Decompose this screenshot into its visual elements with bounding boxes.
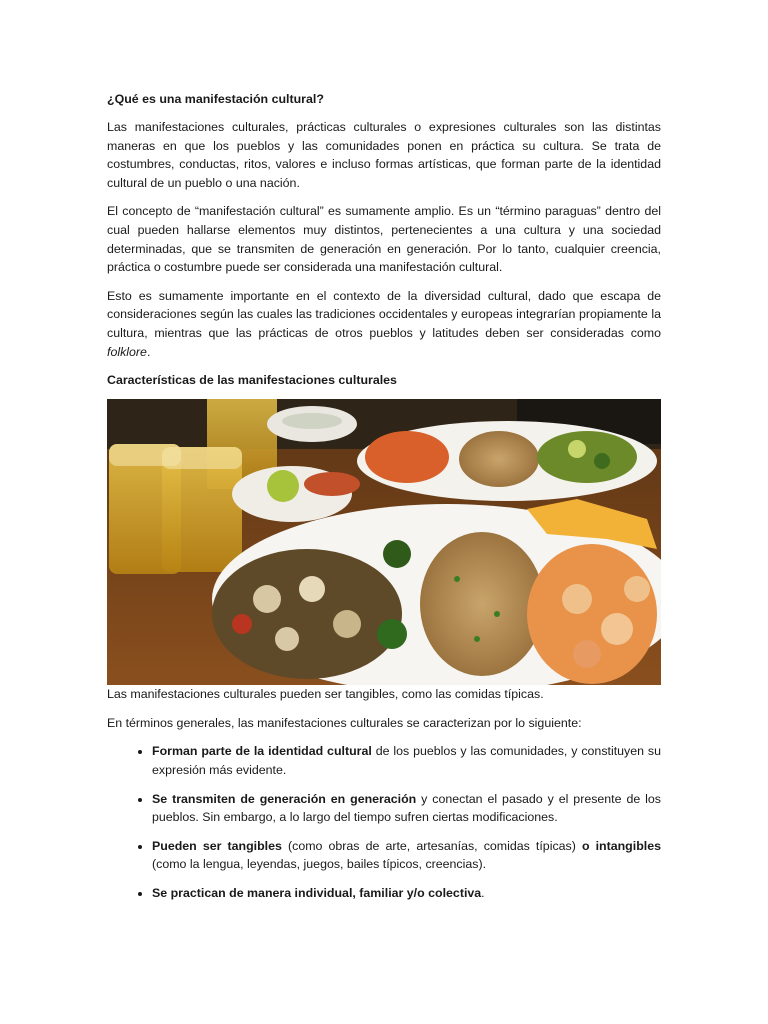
- list-item-bold: Forman parte de la identidad cultural: [152, 744, 372, 759]
- characteristics-list: [107, 742, 661, 902]
- document-content: [107, 90, 661, 912]
- list-item-bold: Pueden ser tangibles: [152, 838, 282, 853]
- list-item-bold: Se practican de manera individual, familiar y/o colectiva: [152, 885, 482, 900]
- list-item: [152, 884, 661, 903]
- photo-caption: Las manifestaciones culturales pueden ser tangibles, como las comidas típicas.: [107, 687, 544, 702]
- list-item: [152, 790, 661, 827]
- paragraph-3-end: .: [146, 344, 151, 359]
- list-item-bold-2: o intangibles: [581, 838, 661, 853]
- paragraph-1: Las manifestaciones culturales, prácticas culturales o expresiones culturales son las distintas maneras en que los pueblos y las comunidades ponen en práctica su cultura. Se trata de costumbres, conductas, ritos, valores e incluso formas artísticas, que forman parte de la identidad cultural de un pueblo o una nación.: [107, 120, 661, 190]
- list-item-text: y conectan el pasado y el presente de los pueblos. Sin embargo, a lo largo del tiempo sufren ciertas modificaciones.: [152, 791, 661, 825]
- section-heading-que-es: ¿Qué es una manifestación cultural?: [107, 92, 324, 106]
- list-item: [152, 742, 661, 779]
- list-item-text: (como obras de arte, artesanías, comidas típicas): [281, 838, 582, 853]
- list-item-bold: Se transmiten de generación en generación: [152, 791, 417, 806]
- folklore-term: folklore: [107, 344, 147, 359]
- characteristics-intro: En términos generales, las manifestaciones culturales se caracterizan por lo siguiente:: [107, 715, 582, 730]
- list-item: [152, 837, 661, 874]
- list-item-text: de los pueblos y las comunidades, y constituyen su expresión más evidente.: [152, 744, 661, 777]
- list-item-text-2: (como la lengua, leyendas, juegos, bailes típicos, creencias).: [152, 857, 487, 872]
- paragraph-3: [107, 287, 661, 361]
- food-photo: [107, 399, 661, 685]
- paragraph-2: El concepto de “manifestación cultural” es sumamente amplio. Es un “término paraguas” dentro del cual pueden hallarse elementos muy distintos, pertenecientes a una cultura y una sociedad determinadas, que se transmiten de generación en generación. Por lo tanto, cualquier creencia, práctica o costumbre puede ser considerada una manifestación cultural.: [107, 204, 661, 275]
- paragraph-3-text: Esto es sumamente importante en el contexto de la diversidad cultural, dado que escapa de consideraciones según las cuales las tradiciones occidentales y europeas integrarían propiamente la cultura, mientras que las prácticas de otros pueblos y latitudes deben ser consideradas como: [107, 288, 661, 340]
- section-heading-caracteristicas: Características de las manifestaciones culturales: [107, 373, 397, 388]
- list-item-text: .: [481, 885, 485, 900]
